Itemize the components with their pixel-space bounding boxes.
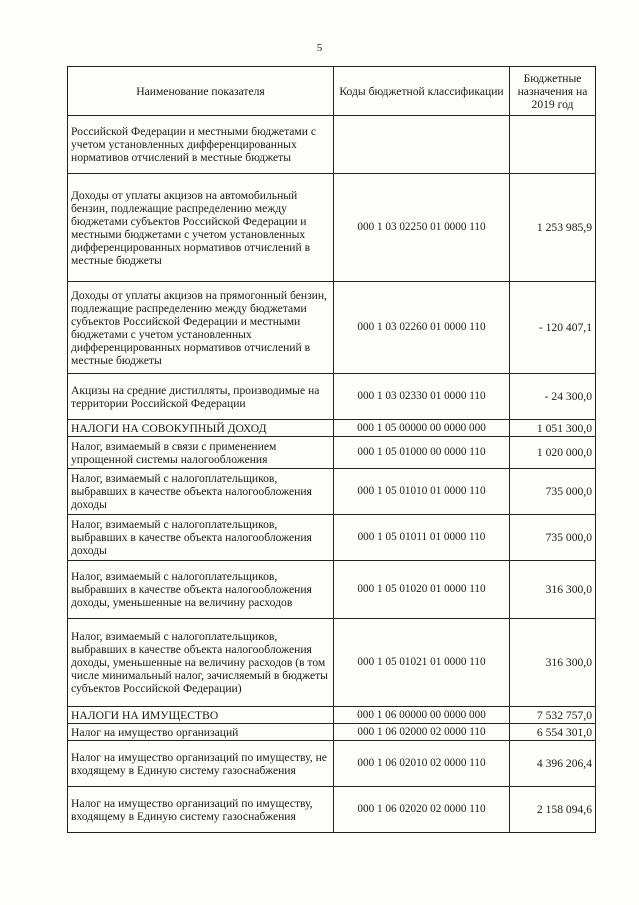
row-code: 000 1 05 01021 01 0000 110	[334, 619, 510, 707]
row-code: 000 1 05 01020 01 0000 110	[334, 561, 510, 619]
row-name: Доходы от уплаты акцизов на прямогонный бензин, подлежащие распределению между бюджетами субъектов Российской Федерации и местными бюджетами с учетом установленных дифференцированных нормативов отчислений в местные бюджеты	[68, 282, 334, 374]
row-code: 000 1 06 02010 02 0000 110	[334, 741, 510, 787]
row-amount: 316 300,0	[510, 619, 596, 707]
table-header-row	[68, 67, 596, 116]
row-code: 000 1 03 02260 01 0000 110	[334, 282, 510, 374]
table-row	[68, 724, 596, 741]
row-amount	[510, 116, 596, 174]
table-row	[68, 282, 596, 374]
row-amount: 316 300,0	[510, 561, 596, 619]
table-row	[68, 437, 596, 469]
row-code: 000 1 03 02330 01 0000 110	[334, 374, 510, 420]
table-row	[68, 561, 596, 619]
row-amount: 2 158 094,6	[510, 787, 596, 833]
row-name: Налог, взимаемый с налогоплательщиков, выбравших в качестве объекта налогообложения доходы	[68, 469, 334, 515]
row-name: Акцизы на средние дистилляты, производимые на территории Российской Федерации	[68, 374, 334, 420]
row-amount: - 24 300,0	[510, 374, 596, 420]
row-name: Налог, взимаемый в связи с применением упрощенной системы налогообложения	[68, 437, 334, 469]
header-budget-amount: Бюджетные назначения на 2019 год	[510, 67, 596, 116]
table-row	[68, 515, 596, 561]
row-code: 000 1 05 01010 01 0000 110	[334, 469, 510, 515]
row-name: Налог на имущество организаций	[68, 724, 334, 741]
row-name: Доходы от уплаты акцизов на автомобильный бензин, подлежащие распределению между бюджетами субъектов Российской Федерации и местными бюджетами с учетом установленных дифференцированных нормативов отчислений в местные бюджеты	[68, 174, 334, 282]
row-name: Налог на имущество организаций по имуществу, не входящему в Единую систему газоснабжения	[68, 741, 334, 787]
table-row	[68, 116, 596, 174]
table-row	[68, 619, 596, 707]
row-code: 000 1 05 01011 01 0000 110	[334, 515, 510, 561]
row-amount: 6 554 301,0	[510, 724, 596, 741]
row-amount: 4 396 206,4	[510, 741, 596, 787]
row-code	[334, 116, 510, 174]
row-name: Российской Федерации и местными бюджетами с учетом установленных дифференцированных нормативов отчислений в местные бюджеты	[68, 116, 334, 174]
row-amount: 1 051 300,0	[510, 420, 596, 437]
row-code: 000 1 06 00000 00 0000 000	[334, 707, 510, 724]
table-row	[68, 374, 596, 420]
row-name: Налог, взимаемый с налогоплательщиков, выбравших в качестве объекта налогообложения доходы, уменьшенные на величину расходов	[68, 561, 334, 619]
row-name: НАЛОГИ НА СОВОКУПНЫЙ ДОХОД	[68, 420, 334, 437]
header-indicator-name: Наименование показателя	[68, 67, 334, 116]
header-classification-code: Коды бюджетной классификации	[334, 67, 510, 116]
table-row	[68, 469, 596, 515]
row-amount: 735 000,0	[510, 515, 596, 561]
page-number: 5	[316, 42, 323, 54]
row-amount: 1 253 985,9	[510, 174, 596, 282]
table-row	[68, 174, 596, 282]
budget-table	[67, 66, 596, 833]
row-code: 000 1 06 02000 02 0000 110	[334, 724, 510, 741]
row-name: Налог, взимаемый с налогоплательщиков, выбравших в качестве объекта налогообложения доходы	[68, 515, 334, 561]
table-row	[68, 787, 596, 833]
row-name: НАЛОГИ НА ИМУЩЕСТВО	[68, 707, 334, 724]
row-name: Налог, взимаемый с налогоплательщиков, выбравших в качестве объекта налогообложения доходы, уменьшенные на величину расходов (в том числе минимальный налог, зачисляемый в бюджеты субъектов Российской Федерации)	[68, 619, 334, 707]
row-code: 000 1 05 00000 00 0000 000	[334, 420, 510, 437]
row-code: 000 1 05 01000 00 0000 110	[334, 437, 510, 469]
row-code: 000 1 06 02020 02 0000 110	[334, 787, 510, 833]
row-amount: 735 000,0	[510, 469, 596, 515]
row-code: 000 1 03 02250 01 0000 110	[334, 174, 510, 282]
row-amount: - 120 407,1	[510, 282, 596, 374]
row-name: Налог на имущество организаций по имуществу, входящему в Единую систему газоснабжения	[68, 787, 334, 833]
table-row	[68, 420, 596, 437]
table-row	[68, 741, 596, 787]
row-amount: 7 532 757,0	[510, 707, 596, 724]
table-row	[68, 707, 596, 724]
row-amount: 1 020 000,0	[510, 437, 596, 469]
